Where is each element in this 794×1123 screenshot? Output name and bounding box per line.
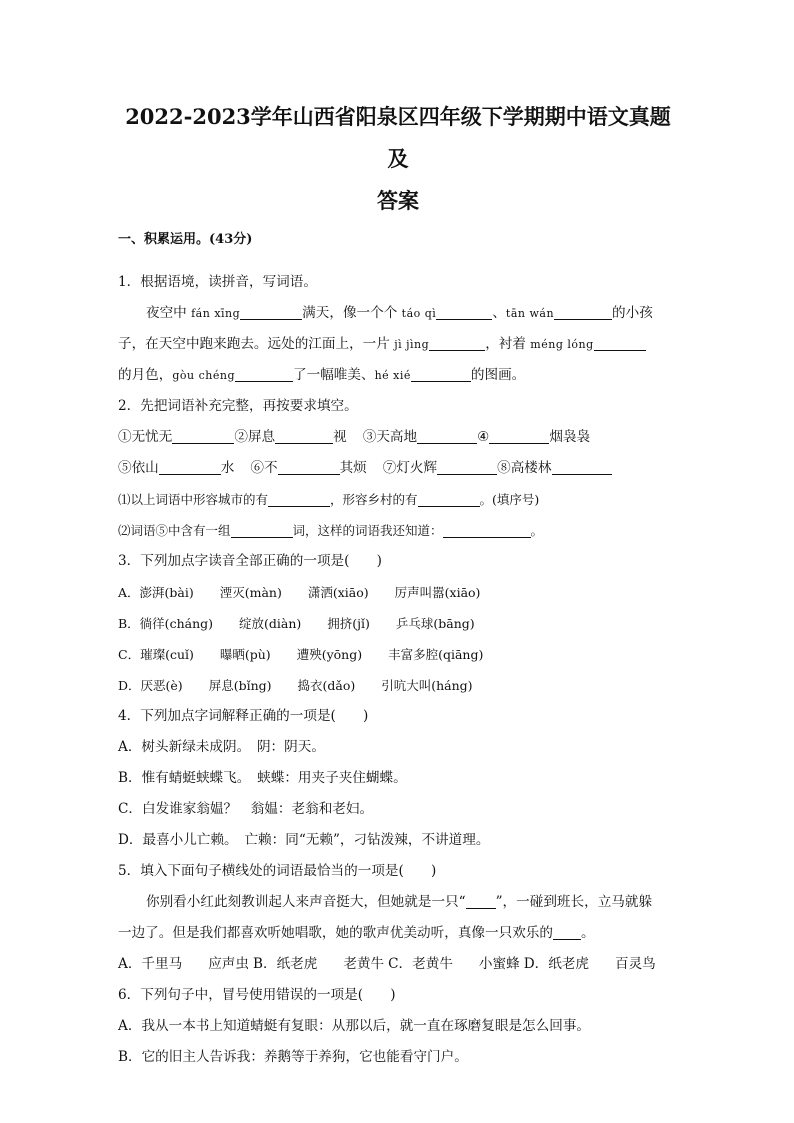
question-6-option-b: B．它的旧主人告诉我：养鹅等于养狗，它也能看守门户。 <box>118 1049 468 1065</box>
question-6-stem: 6．下列句子中，冒号使用错误的一项是( ) <box>118 987 396 1003</box>
answer-blank[interactable] <box>418 492 480 507</box>
section-heading: 一、积累运用。(43分) <box>118 232 253 247</box>
document-page <box>118 96 678 1073</box>
answer-blank[interactable] <box>417 429 477 444</box>
answer-blank[interactable] <box>172 429 234 444</box>
answer-blank[interactable] <box>443 523 531 538</box>
question-3-stem: 3．下列加点字读音全部正确的一项是( ) <box>118 553 382 569</box>
document-title <box>118 96 678 222</box>
answer-blank[interactable] <box>466 894 496 909</box>
question-4-option-b: B．惟有蜻蜓蛱蝶飞。 蛱蝶：用夹子夹住蝴蝶。 <box>118 770 407 786</box>
answer-blank[interactable] <box>553 925 581 940</box>
question-3-option-a: A．澎湃(bài) 湮灭(màn) 潇洒(xiāo) 厉声叫嚣(xiāo) <box>118 585 481 600</box>
answer-blank[interactable] <box>489 429 549 444</box>
question-6-option-a: A．我从一本书上知道蜻蜓有复眼：从那以后，就一直在琢磨复眼是怎么回事。 <box>118 1018 591 1034</box>
answer-blank[interactable] <box>275 429 333 444</box>
answer-blank[interactable] <box>159 460 221 475</box>
answer-blank[interactable] <box>594 336 646 351</box>
answer-blank[interactable] <box>554 305 612 320</box>
question-1-paragraph-line: 子，在天空中跑来跑去。远处的江面上，一片 jì jìng ，衬着 méng lóng <box>118 329 678 360</box>
question-2-sub-1: ⑴以上词语中形容城市的有 ，形容乡村的有 。(填序号) <box>118 492 540 507</box>
question-4-stem: 4．下列加点字词解释正确的一项是( ) <box>118 708 369 724</box>
question-1-stem: 1．根据语境，读拼音，写词语。 <box>118 274 317 290</box>
answer-blank[interactable] <box>231 523 293 538</box>
question-3-option-c: C．璀璨(cuǐ) 曝晒(pù) 遭殃(yōng) 丰富多腔(qiāng) <box>118 647 484 662</box>
answer-blank[interactable] <box>278 460 340 475</box>
pinyin: tān wán <box>505 307 555 320</box>
question-2-stem: 2．先把词语补充完整，再按要求填空。 <box>118 398 358 414</box>
question-3-option-b: B．徜徉(cháng) 绽放(diàn) 拥挤(jǐ) 乒乓球(bāng) <box>118 616 475 631</box>
question-5-paragraph-line: 一边了。但是我们都喜欢听她唱歌，她的歌声优美动听，真像一只欢乐的 。 <box>118 925 595 941</box>
question-4-option-a: A．树头新绿未成阴。 阴：阴天。 <box>118 739 325 755</box>
question-4-option-d: D．最喜小儿亡赖。 亡赖：同“无赖”，刁钻泼辣，不讲道理。 <box>118 832 490 848</box>
pinyin: fán xīng <box>191 307 241 320</box>
pinyin: hé xié <box>374 369 411 382</box>
question-1-paragraph-line: 夜空中 fán xīng 满天，像一个个 táo qì 、tān wán 的小孩 <box>146 305 653 321</box>
answer-blank[interactable] <box>552 460 612 475</box>
question-5-paragraph-line: 你别看小红此刻教训起人来声音挺大，但她就是一只“ ”，一碰到班长，立马就躲 <box>146 894 653 910</box>
title-line-1: 2022-2023学年山西省阳泉区四年级下学期期中语文真题及 <box>125 104 671 171</box>
answer-blank[interactable] <box>437 460 497 475</box>
answer-blank[interactable] <box>429 336 485 351</box>
pinyin: jì jìng <box>394 338 430 351</box>
pinyin: táo qì <box>401 307 437 320</box>
question-5-options: A．千里马 应声虫 B．纸老虎 老黄牛 C．老黄牛 小蜜蜂 D．纸老虎 百灵鸟 <box>118 956 656 972</box>
answer-blank[interactable] <box>411 367 471 382</box>
answer-blank[interactable] <box>235 367 293 382</box>
question-2-sub-2: ⑵词语⑤中含有一组 词，这样的词语我还知道： 。 <box>118 523 544 538</box>
question-4-option-c: C．白发谁家翁媪？ 翁媪：老翁和老妇。 <box>118 801 374 817</box>
question-1-paragraph-line: 的月色，gòu chéng 了一幅唯美、hé xié 的图画。 <box>118 367 526 383</box>
question-5-stem: 5．填入下面句子横线处的词语最恰当的一项是( ) <box>118 863 437 879</box>
pinyin: méng lóng <box>530 338 594 351</box>
answer-blank[interactable] <box>240 305 302 320</box>
answer-blank[interactable] <box>268 492 330 507</box>
title-line-2: 答案 <box>377 188 419 213</box>
question-3-option-d: D．厌恶(è) 屏息(bǐng) 捣衣(dǎo) 引吭大叫(háng) <box>118 678 473 693</box>
question-2-row-1: ①无忧无 ②屏息 视 ③天高地 ④ 烟袅袅 <box>118 429 591 445</box>
answer-blank[interactable] <box>436 305 492 320</box>
pinyin: gòu chéng <box>172 369 236 382</box>
question-2-row-2: ⑤依山 水 ⑥不 其烦 ⑦灯火辉 ⑧高楼林 <box>118 453 678 484</box>
